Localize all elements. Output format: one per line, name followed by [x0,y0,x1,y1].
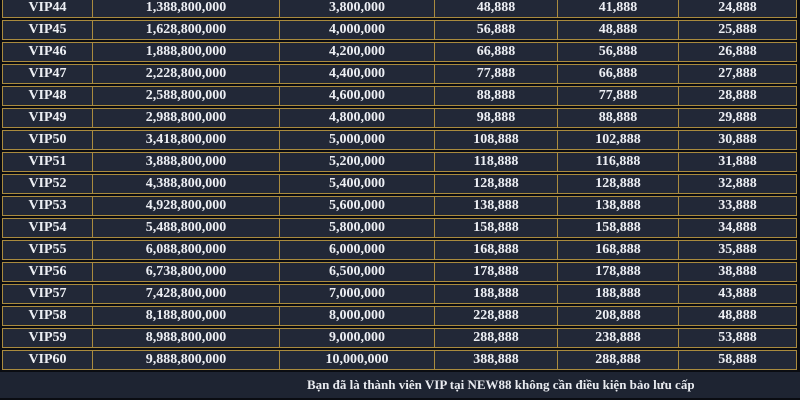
table-cell: 77,888 [435,64,558,84]
table-cell: 158,888 [558,218,679,238]
vip-level-cell: VIP59 [2,328,93,348]
table-cell: 138,888 [435,196,558,216]
table-cell: 35,888 [679,240,797,260]
table-cell: 66,888 [558,64,679,84]
table-cell: 5,400,000 [280,174,435,194]
table-row [2,262,797,282]
vip-level-cell: VIP48 [2,86,93,106]
table-row [2,152,797,172]
table-cell: 228,888 [435,306,558,326]
table-cell: 6,000,000 [280,240,435,260]
vip-level-cell: VIP56 [2,262,93,282]
table-cell: 288,888 [435,328,558,348]
table-cell: 4,400,000 [280,64,435,84]
table-row [2,42,797,62]
table-cell: 6,738,800,000 [93,262,280,282]
table-cell: 77,888 [558,86,679,106]
table-row [2,174,797,194]
table-cell: 9,888,800,000 [93,350,280,370]
table-cell: 2,588,800,000 [93,86,280,106]
table-cell: 32,888 [679,174,797,194]
table-cell: 108,888 [435,130,558,150]
table-cell: 5,600,000 [280,196,435,216]
table-cell: 3,888,800,000 [93,152,280,172]
table-cell: 98,888 [435,108,558,128]
table-row [2,130,797,150]
table-cell: 3,418,800,000 [93,130,280,150]
table-cell: 288,888 [558,350,679,370]
table-cell: 1,628,800,000 [93,20,280,40]
table-cell: 25,888 [679,20,797,40]
table-cell: 6,088,800,000 [93,240,280,260]
table-cell: 66,888 [435,42,558,62]
table-cell: 8,188,800,000 [93,306,280,326]
table-cell: 388,888 [435,350,558,370]
vip-level-cell: VIP47 [2,64,93,84]
table-cell: 3,800,000 [280,0,435,18]
table-row [2,20,797,40]
table-cell: 7,428,800,000 [93,284,280,304]
vip-level-cell: VIP51 [2,152,93,172]
table-cell: 188,888 [558,284,679,304]
vip-level-cell: VIP54 [2,218,93,238]
table-row [2,86,797,106]
table-cell: 8,988,800,000 [93,328,280,348]
table-cell: 56,888 [558,42,679,62]
table-cell: 48,888 [435,0,558,18]
table-cell: 5,000,000 [280,130,435,150]
table-cell: 43,888 [679,284,797,304]
table-cell: 178,888 [435,262,558,282]
table-cell: 26,888 [679,42,797,62]
table-row [2,64,797,84]
table-cell: 7,000,000 [280,284,435,304]
table-cell: 2,228,800,000 [93,64,280,84]
table-cell: 27,888 [679,64,797,84]
footer-note: Bạn đã là thành viên VIP tại NEW88 không cần điều kiện bảo lưu cấp [307,377,695,392]
table-cell: 128,888 [558,174,679,194]
table-cell: 88,888 [435,86,558,106]
table-cell: 128,888 [435,174,558,194]
table-cell: 238,888 [558,328,679,348]
table-cell: 41,888 [558,0,679,18]
table-cell: 1,388,800,000 [93,0,280,18]
vip-level-cell: VIP44 [2,0,93,18]
table-cell: 53,888 [679,328,797,348]
table-cell: 88,888 [558,108,679,128]
vip-level-cell: VIP57 [2,284,93,304]
vip-table [2,0,797,370]
table-cell: 116,888 [558,152,679,172]
vip-level-cell: VIP52 [2,174,93,194]
table-row [2,328,797,348]
table-cell: 158,888 [435,218,558,238]
table-cell: 208,888 [558,306,679,326]
table-cell: 102,888 [558,130,679,150]
table-cell: 9,000,000 [280,328,435,348]
table-cell: 28,888 [679,86,797,106]
vip-level-cell: VIP53 [2,196,93,216]
table-cell: 188,888 [435,284,558,304]
table-cell: 5,800,000 [280,218,435,238]
table-cell: 34,888 [679,218,797,238]
table-cell: 168,888 [435,240,558,260]
vip-level-cell: VIP58 [2,306,93,326]
table-row [2,240,797,260]
vip-level-cell: VIP49 [2,108,93,128]
table-cell: 5,200,000 [280,152,435,172]
table-cell: 10,000,000 [280,350,435,370]
table-row [2,306,797,326]
table-cell: 4,600,000 [280,86,435,106]
table-cell: 31,888 [679,152,797,172]
table-cell: 4,800,000 [280,108,435,128]
table-row [2,284,797,304]
vip-level-cell: VIP50 [2,130,93,150]
table-row [2,218,797,238]
table-cell: 48,888 [679,306,797,326]
vip-level-cell: VIP46 [2,42,93,62]
table-cell: 33,888 [679,196,797,216]
table-cell: 118,888 [435,152,558,172]
table-cell: 4,928,800,000 [93,196,280,216]
table-cell: 2,988,800,000 [93,108,280,128]
table-cell: 30,888 [679,130,797,150]
table-cell: 8,000,000 [280,306,435,326]
table-cell: 38,888 [679,262,797,282]
table-cell: 56,888 [435,20,558,40]
table-row [2,350,797,370]
table-cell: 48,888 [558,20,679,40]
table-cell: 4,200,000 [280,42,435,62]
table-cell: 5,488,800,000 [93,218,280,238]
table-cell: 58,888 [679,350,797,370]
table-cell: 24,888 [679,0,797,18]
footer-bar [0,372,800,398]
vip-level-cell: VIP45 [2,20,93,40]
table-cell: 4,388,800,000 [93,174,280,194]
table-row [2,0,797,18]
table-cell: 168,888 [558,240,679,260]
table-row [2,108,797,128]
table-cell: 4,000,000 [280,20,435,40]
table-cell: 138,888 [558,196,679,216]
table-cell: 178,888 [558,262,679,282]
table-cell: 6,500,000 [280,262,435,282]
table-cell: 1,888,800,000 [93,42,280,62]
table-cell: 29,888 [679,108,797,128]
vip-level-cell: VIP55 [2,240,93,260]
vip-level-cell: VIP60 [2,350,93,370]
table-row [2,196,797,216]
